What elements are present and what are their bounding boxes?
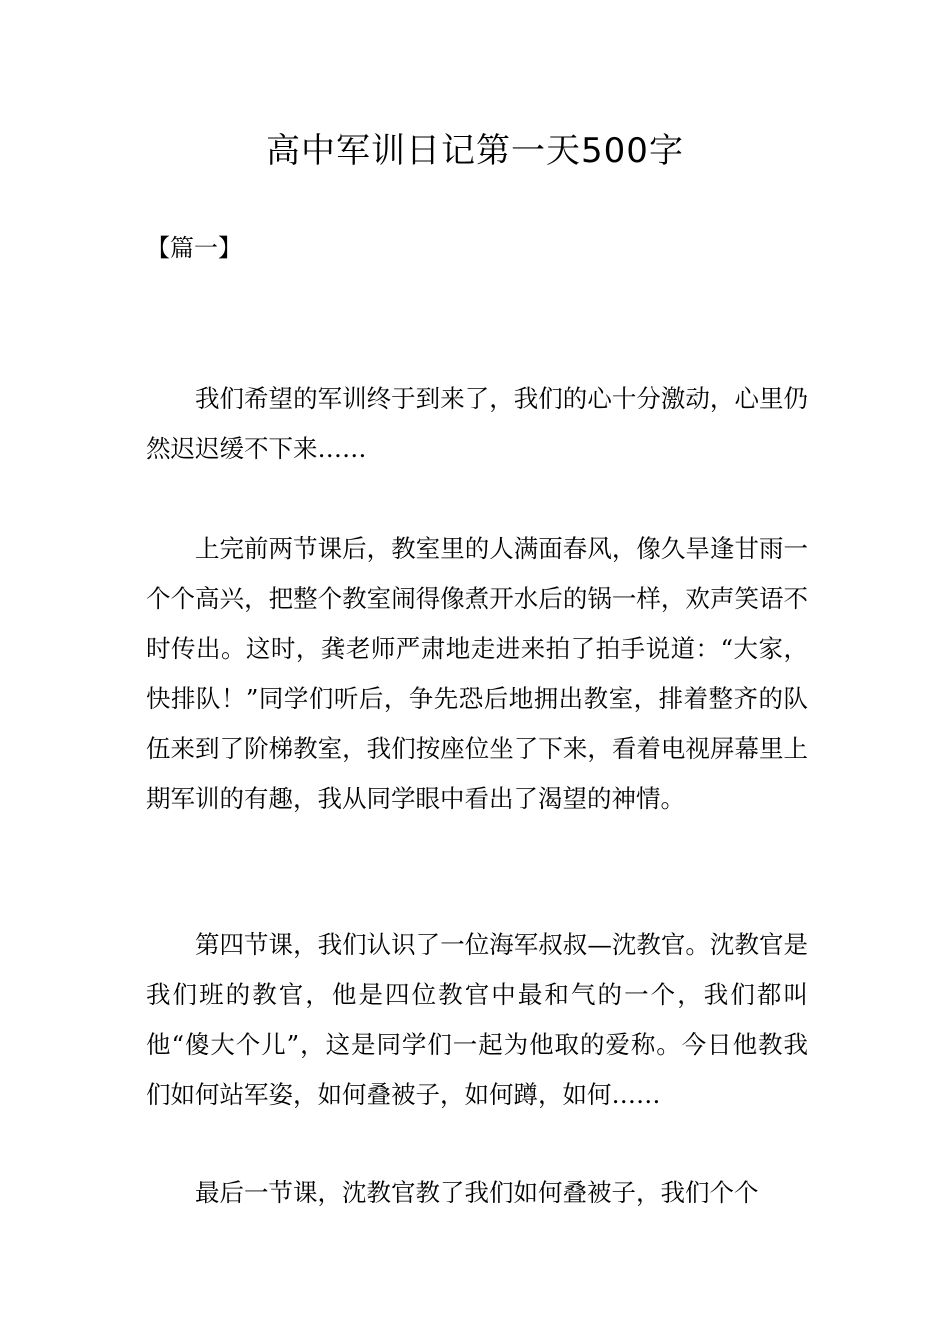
section-label: 【篇一】	[146, 234, 242, 262]
paragraph-2: 上完前两节课后，教室里的人满面春风，像久旱逢甘雨一个个高兴，把整个教室闹得像煮开水后的锅一样，欢声笑语不时传出。这时，龚老师严肃地走进来拍了拍手说道：“大家，快排队！”同学们听后，争先恐后地拥出教室，排着整齐的队伍来到了阶梯教室，我们按座位坐了下来，看着电视屏幕里上期军训的有趣，我从同学眼中看出了渴望的神情。	[146, 534, 808, 813]
document-title: 高中军训日记第一天500字	[266, 131, 684, 171]
paragraph-1: 我们希望的军训终于到来了，我们的心十分激动，心里仍然迟迟缓不下来……	[146, 384, 808, 463]
paragraph-4: 最后一节课，沈教官教了我们如何叠被子，我们个个	[195, 1178, 759, 1207]
paragraph-3: 第四节课，我们认识了一位海军叔叔—沈教官。沈教官是我们班的教官，他是四位教官中最和气的一个，我们都叫他“傻大个儿”，这是同学们一起为他取的爱称。今日他教我们如何站军姿，如何叠被子，如何蹲，如何……	[146, 930, 808, 1109]
